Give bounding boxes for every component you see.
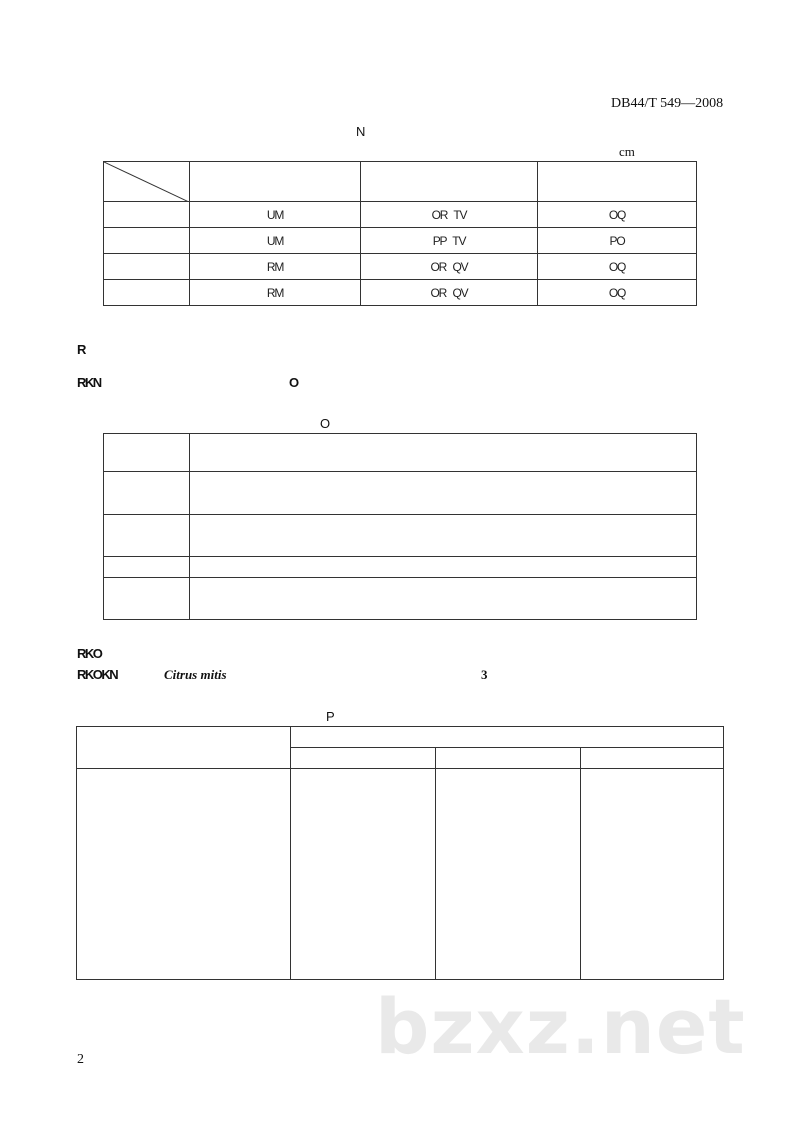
table1-unit: cm [619, 144, 635, 159]
table2-caption: O [320, 416, 331, 431]
table1-header-cell [190, 162, 361, 202]
document-code: DB44/T 549—2008 [611, 96, 724, 111]
table1-corner-cell [104, 162, 190, 202]
table-cell [436, 769, 581, 980]
section-heading-r: R [77, 342, 85, 357]
table-cell: OQ [538, 280, 697, 306]
table3-caption: P [326, 709, 335, 724]
table-row [104, 515, 697, 557]
table-cell: RM [190, 280, 361, 306]
table-row [104, 228, 697, 254]
section-r21-reference: 3 [481, 667, 488, 682]
table1-header-cell [361, 162, 538, 202]
table-cell: RM [190, 254, 361, 280]
table-cell [190, 557, 697, 578]
table-row [104, 202, 697, 228]
section-r1-reference: O [289, 375, 298, 390]
table-cell: UM [190, 228, 361, 254]
table-cell [190, 434, 697, 472]
table-row [77, 769, 724, 980]
table-row [104, 280, 697, 306]
watermark: bzxz.net [375, 982, 746, 1071]
table3-header-cell [77, 727, 291, 769]
table-cell [104, 557, 190, 578]
table-cell [104, 434, 190, 472]
table3 [76, 726, 724, 980]
table-row [104, 434, 697, 472]
species-name: Citrus mitis [164, 667, 227, 682]
table-cell [190, 472, 697, 515]
table-cell: UM [190, 202, 361, 228]
table-cell: PO [538, 228, 697, 254]
table-cell [104, 254, 190, 280]
table-cell: OQ [538, 254, 697, 280]
table1-header-cell [538, 162, 697, 202]
table-cell [190, 515, 697, 557]
table2 [103, 433, 697, 620]
diagonal-header-line [104, 162, 189, 202]
page-number: 2 [77, 1052, 84, 1067]
table-cell [104, 228, 190, 254]
table-cell: OR QV [361, 280, 538, 306]
section-heading-r21: RKOKN [77, 667, 118, 682]
table3-header-cell [291, 727, 724, 748]
table-cell [104, 578, 190, 620]
table3-header-cell [436, 748, 581, 769]
table3-header-cell [581, 748, 724, 769]
table-row [104, 472, 697, 515]
table-cell [77, 769, 291, 980]
table-cell: PP TV [361, 228, 538, 254]
table3-header-cell [291, 748, 436, 769]
table-row [104, 254, 697, 280]
table-cell [104, 280, 190, 306]
table-cell [291, 769, 436, 980]
table-cell: OR TV [361, 202, 538, 228]
table1 [103, 161, 697, 306]
table-cell [581, 769, 724, 980]
table-cell [190, 578, 697, 620]
section-heading-r2: RKO [77, 646, 102, 661]
table-cell [104, 202, 190, 228]
table-cell: OQ [538, 202, 697, 228]
table-cell [104, 472, 190, 515]
table-row [104, 578, 697, 620]
table-cell: OR QV [361, 254, 538, 280]
table-cell [104, 515, 190, 557]
section-heading-r1: RKN [77, 375, 101, 390]
table1-caption: N [356, 124, 366, 139]
table-row [104, 557, 697, 578]
